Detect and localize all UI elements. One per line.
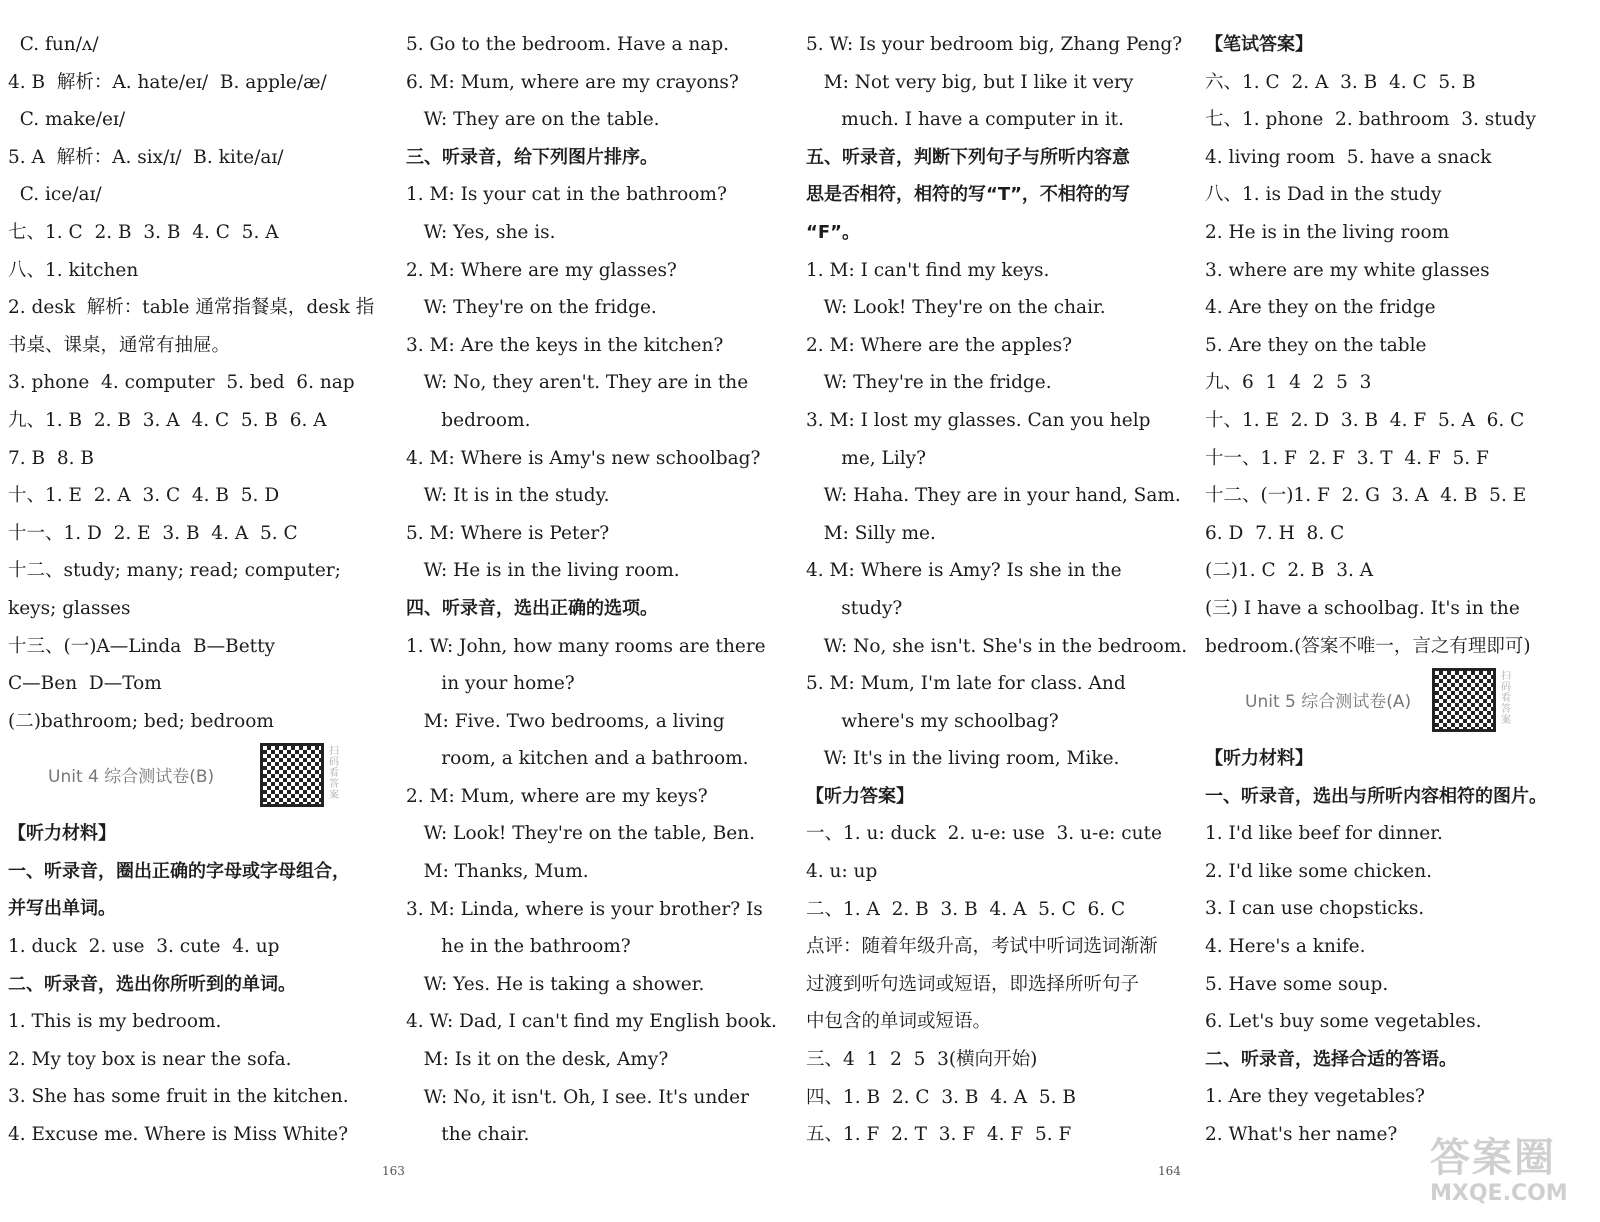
text-line: he in the bathroom? [406, 936, 631, 958]
qr-code-icon[interactable] [263, 746, 321, 804]
text-line: 6. Let's buy some vegetables. [1205, 1011, 1482, 1033]
text-line: W: Look! They're on the table, Ben. [406, 823, 756, 845]
section-heading: 二、听录音，选出你所听到的单词。 [8, 973, 296, 995]
text-line: 3. where are my white glasses [1205, 259, 1490, 281]
text-line: 七、1. phone 2. bathroom 3. study [1205, 109, 1536, 131]
section-heading: 一、听录音，选出与所听内容相符的图片。 [1205, 785, 1547, 807]
section-heading: “F”。 [806, 221, 860, 243]
text-line: M: Thanks, Mum. [406, 861, 589, 883]
text-line: (二)1. C 2. B 3. A [1205, 560, 1374, 582]
text-line: C. make/eɪ/ [8, 109, 126, 131]
text-line: W: They're in the fridge. [806, 372, 1052, 394]
text-line: 3. I can use chopsticks. [1205, 898, 1425, 920]
text-line: study? [806, 597, 903, 619]
section-heading: 【听力材料】 [8, 823, 116, 845]
text-line: in your home? [406, 673, 575, 695]
text-line: 1. This is my bedroom. [8, 1011, 222, 1033]
text-line: 1. duck 2. use 3. cute 4. up [8, 936, 280, 958]
section-heading: 思是否相符，相符的写“T”，不相符的写 [806, 184, 1130, 206]
text-line: 5. Are they on the table [1205, 334, 1427, 356]
section-heading: 并写出单词。 [8, 898, 116, 920]
qr-code-icon[interactable] [1435, 671, 1493, 729]
text-line: M: Is it on the desk, Amy? [406, 1049, 669, 1071]
text-line: M: Five. Two bedrooms, a living [406, 710, 725, 732]
text-line: much. I have a computer in it. [806, 109, 1124, 131]
text-line: 2. My toy box is near the sofa. [8, 1048, 292, 1070]
text-line: 4. M: Where is Amy's new schoolbag? [406, 447, 761, 469]
text-line: 七、1. C 2. B 3. B 4. C 5. A [8, 221, 279, 243]
section-heading: 四、听录音，选出正确的选项。 [406, 597, 658, 619]
text-line: W: He is in the living room. [406, 560, 680, 582]
watermark [1430, 1135, 1595, 1215]
text-line: 6. M: Mum, where are my crayons? [406, 71, 739, 93]
text-line: W: Look! They're on the chair. [806, 297, 1106, 319]
text-line: 点评：随着年级升高，考试中听词选词渐渐 [806, 936, 1158, 958]
text-line: 四、1. B 2. C 3. B 4. A 5. B [806, 1086, 1077, 1108]
column-1 [8, 26, 392, 1154]
unit-title: Unit 5 综合测试卷(A) [1245, 692, 1412, 713]
text-line: 2. desk 解析：table 通常指餐桌，desk 指 [8, 297, 375, 319]
text-line: 2. M: Where are my glasses? [406, 259, 677, 281]
text-line: 4. B 解析：A. hate/eɪ/ B. apple/æ/ [8, 71, 327, 93]
text-line: (三) I have a schoolbag. It's in the [1205, 597, 1520, 619]
text-line: 八、1. kitchen [8, 259, 139, 281]
text-line: room, a kitchen and a bathroom. [406, 748, 749, 770]
section-heading: 【听力答案】 [806, 785, 914, 807]
text-line: 八、1. is Dad in the study [1205, 184, 1442, 206]
text-line: C. ice/aɪ/ [8, 184, 102, 206]
text-line: W: They are on the table. [406, 109, 660, 131]
watermark-domain: MXQE.COM [1430, 1181, 1568, 1206]
column-4 [1205, 26, 1590, 1154]
text-line: 4. Are they on the fridge [1205, 297, 1436, 319]
text-line: bedroom. [406, 409, 531, 431]
unit-title-row [8, 740, 392, 815]
text-line: 书桌、课桌，通常有抽屉。 [8, 334, 231, 356]
text-line: W: They're on the fridge. [406, 297, 657, 319]
section-heading: 【笔试答案】 [1205, 34, 1313, 55]
text-line: 3. She has some fruit in the kitchen. [8, 1086, 349, 1108]
text-line: 2. I'd like some chicken. [1205, 860, 1433, 882]
unit-title-row [1205, 665, 1590, 740]
text-line: W: Haha. They are in your hand, Sam. [806, 485, 1181, 507]
text-line: 十、1. E 2. A 3. C 4. B 5. D [8, 485, 280, 507]
text-line: W: It is in the study. [406, 485, 610, 507]
text-line: the chair. [406, 1124, 530, 1146]
text-line: 过渡到听句选词或短语，即选择所听句子 [806, 973, 1140, 995]
watermark-text: 答案圈 [1430, 1135, 1556, 1181]
text-line: W: It's in the living room, Mike. [806, 748, 1120, 770]
text-line: 5. W: Is your bedroom big, Zhang Peng? [806, 34, 1183, 55]
text-line: 4. Here's a knife. [1205, 936, 1366, 958]
text-line: 十二、study; many; read; computer; [8, 560, 341, 582]
text-line: 3. M: Linda, where is your brother? Is [406, 898, 763, 920]
text-line: 4. W: Dad, I can't find my English book. [406, 1011, 777, 1033]
text-line: C—Ben D—Tom [8, 673, 162, 695]
section-heading: 二、听录音，选择合适的答语。 [1205, 1048, 1457, 1070]
text-line: C. fun/ʌ/ [8, 34, 99, 55]
text-line: 5. M: Where is Peter? [406, 522, 610, 544]
text-line: 1. Are they vegetables? [1205, 1086, 1425, 1108]
text-line: 4. M: Where is Amy? Is she in the [806, 560, 1122, 582]
section-heading: 【听力材料】 [1205, 748, 1313, 770]
text-line: 十、1. E 2. D 3. B 4. F 5. A 6. C [1205, 409, 1525, 431]
text-line: W: No, it isn't. Oh, I see. It's under [406, 1086, 749, 1108]
text-line: 2. M: Where are the apples? [806, 334, 1073, 356]
text-line: 六、1. C 2. A 3. B 4. C 5. B [1205, 71, 1476, 93]
text-line: 九、1. B 2. B 3. A 4. C 5. B 6. A [8, 409, 327, 431]
text-line: W: Yes, she is. [406, 221, 556, 243]
text-line: 一、1. u: duck 2. u-e: use 3. u-e: cute [806, 823, 1162, 845]
text-line: 二、1. A 2. B 3. B 4. A 5. C 6. C [806, 898, 1126, 920]
text-line: 2. He is in the living room [1205, 221, 1450, 243]
text-line: where's my schoolbag? [806, 710, 1059, 732]
text-line: W: No, she isn't. She's in the bedroom. [806, 635, 1188, 657]
text-line: 5. A 解析：A. six/ɪ/ B. kite/aɪ/ [8, 146, 284, 168]
text-line: 5. Go to the bedroom. Have a nap. [406, 34, 730, 55]
text-line: W: No, they aren't. They are in the [406, 372, 749, 394]
text-line: 1. M: Is your cat in the bathroom? [406, 184, 727, 206]
text-line: 十二、(一)1. F 2. G 3. A 4. B 5. E [1205, 485, 1527, 507]
text-line: me, Lily? [806, 447, 927, 469]
column-3 [806, 26, 1191, 1154]
text-line: 4. living room 5. have a snack [1205, 146, 1492, 168]
text-line: 1. I'd like beef for dinner. [1205, 823, 1443, 845]
page-number-right: 164 [1158, 1164, 1181, 1178]
text-line: (二)bathroom; bed; bedroom [8, 710, 274, 732]
text-line: 2. M: Mum, where are my keys? [406, 785, 708, 807]
text-line: 五、1. F 2. T 3. F 4. F 5. F [806, 1124, 1072, 1146]
text-line: 3. M: I lost my glasses. Can you help [806, 409, 1151, 431]
text-line: 3. phone 4. computer 5. bed 6. nap [8, 372, 355, 394]
page-number-left: 163 [382, 1164, 405, 1178]
text-line: bedroom.(答案不唯一，言之有理即可) [1205, 635, 1531, 657]
unit-title: Unit 4 综合测试卷(B) [48, 767, 215, 788]
section-heading: 五、听录音，判断下列句子与所听内容意 [806, 146, 1130, 168]
text-line: 中包含的单词或短语。 [806, 1011, 992, 1033]
text-line: W: Yes. He is taking a shower. [406, 973, 705, 995]
section-heading: 三、听录音，给下列图片排序。 [406, 146, 658, 168]
qr-note: 扫码看答案 [329, 746, 339, 802]
qr-note: 扫码看答案 [1501, 671, 1511, 727]
text-line: 5. M: Mum, I'm late for class. And [806, 673, 1126, 695]
text-line: 6. D 7. H 8. C [1205, 522, 1345, 544]
text-line: M: Silly me. [806, 522, 936, 544]
text-line: 7. B 8. B [8, 447, 95, 469]
text-line: 1. W: John, how many rooms are there [406, 635, 766, 657]
text-line: 九、6 1 4 2 5 3 [1205, 372, 1372, 394]
text-line: 2. What's her name? [1205, 1124, 1398, 1146]
text-line: 十一、1. F 2. F 3. T 4. F 5. F [1205, 447, 1489, 469]
section-heading: 一、听录音，圈出正确的字母或字母组合， [8, 860, 350, 882]
text-line: 4. Excuse me. Where is Miss White? [8, 1124, 349, 1146]
text-line: 5. Have some soup. [1205, 973, 1389, 995]
text-line: 十三、(一)A—Linda B—Betty [8, 635, 276, 657]
text-line: 3. M: Are the keys in the kitchen? [406, 334, 724, 356]
text-line: 4. u: up [806, 861, 878, 883]
text-line: 三、4 1 2 5 3(横向开始) [806, 1049, 1038, 1071]
text-line: 十一、1. D 2. E 3. B 4. A 5. C [8, 522, 298, 544]
text-line: keys; glasses [8, 597, 131, 619]
column-2 [406, 26, 791, 1154]
text-line: 1. M: I can't find my keys. [806, 259, 1050, 281]
text-line: M: Not very big, but I like it very [806, 71, 1134, 93]
